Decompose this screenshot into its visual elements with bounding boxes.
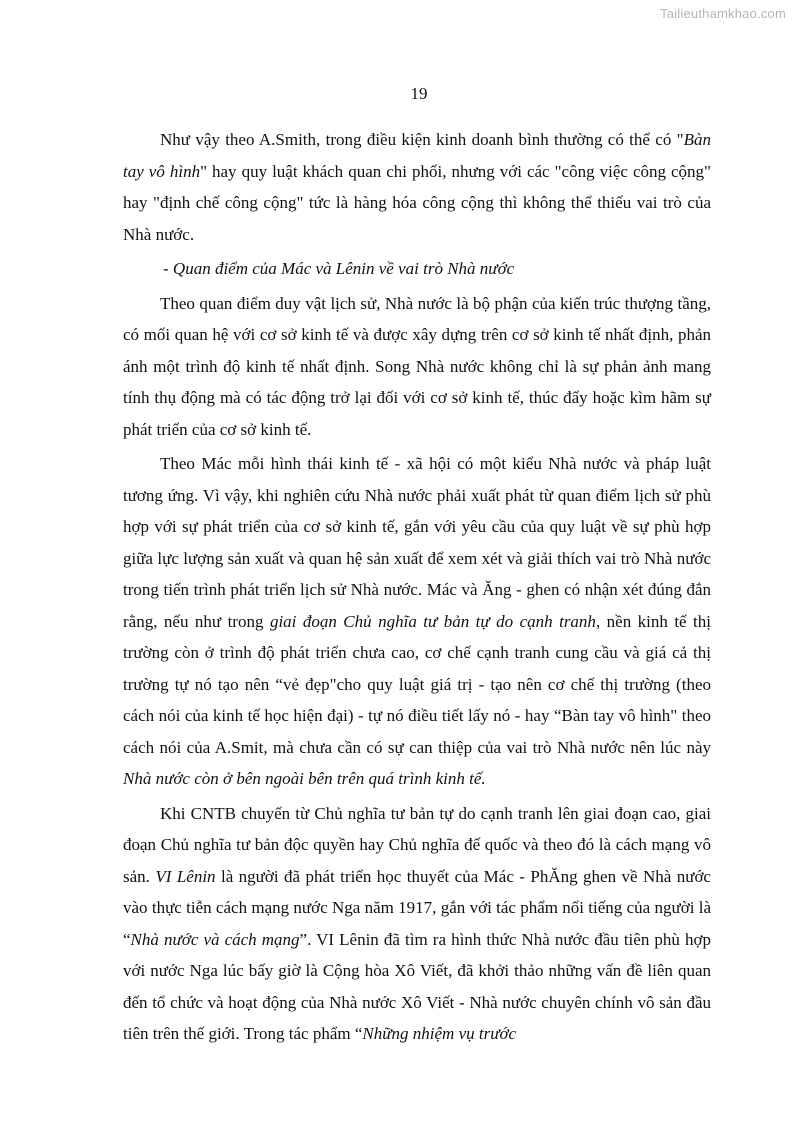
paragraph-1 [123, 124, 711, 250]
text-segment: ”. VI Lênin đã tìm ra hình thức Nhà nước đầu tiên phù hợp với nước Nga lúc bấy giờ là Cộng hòa Xô Viết, đã khởi thảo những vấn đề liên quan đến tổ chức và hoạt động của Nhà nước Xô Viết - Nhà nước chuyên chính vô sản đầu tiên trên thế giới. Trong tác phẩm “ [123, 929, 711, 1043]
text-segment-italic: Bàn tay vô hình [123, 130, 711, 181]
text-segment-italic: Những nhiệm vụ trước [362, 1024, 517, 1043]
subheading-text: - Quan điểm của Mác và Lênin về vai trò Nhà nước [163, 259, 515, 278]
section-subheading [123, 253, 711, 285]
paragraph-4 [123, 798, 711, 1050]
text-segment: Khi CNTB chuyển từ Chủ nghĩa tư bản tự do cạnh tranh lên giai đoạn cao, giai đoạn Chủ nghĩa tư bản độc quyền hay Chủ nghĩa đế quốc và theo đó là cách mạng vô sản. [123, 803, 711, 886]
text-segment: , nền kinh tế thị trường còn ở trình độ phát triển chưa cao, cơ chế cạnh tranh cung cầu và giá cả thị trường tự nó tạo nên “vẻ đẹp"cho quy luật giá trị - tạo nên cơ chế thị trường (theo cách nói của kinh tế học hiện đại) - tự nó điều tiết lấy nó - hay “Bàn tay vô hình" theo cách nói của A.Smit, mà chưa cần có sự can thiệp của vai trò Nhà nước nên lúc này [123, 611, 711, 757]
watermark: Tailieuthamkhao.com [660, 6, 786, 21]
document-body [123, 124, 711, 1050]
text-segment-italic: Nhà nước còn ở bên ngoài bên trên quá trình kinh tế. [123, 769, 486, 788]
text-segment: Như vậy theo A.Smith, trong điều kiện kinh doanh bình thường có thể có " [160, 130, 684, 149]
text-segment-italic: Nhà nước và cách mạng [130, 929, 300, 949]
text-segment-italic: giai đoạn Chủ nghĩa tư bản tự do cạnh tranh [269, 611, 596, 631]
paragraph-2 [123, 288, 711, 446]
text-segment: Theo Mác mỗi hình thái kinh tế - xã hội có một kiểu Nhà nước và pháp luật tương ứng. Vì vậy, khi nghiên cứu Nhà nước phải xuất phát từ quan điểm lịch sử phù hợp với sự phát triển của cơ sở kinh tế, gắn với yêu cầu của quy luật về sự phù hợp giữa lực lượng sản xuất và quan hệ sản xuất để xem xét và giải thích vai trò Nhà nước trong tiến trình phát triển lịch sử Nhà nước. Mác và Ăng - ghen có nhận xét đúng đắn rằng, nếu như trong [123, 454, 711, 631]
text-segment: là người đã phát triển học thuyết của Mác - PhĂng ghen về Nhà nước vào thực tiễn cách mạng nước Nga năm 1917, gắn với tác phẩm nổi tiếng của người là “ [123, 866, 711, 949]
text-segment: Theo quan điểm duy vật lịch sử, Nhà nước là bộ phận của kiến trúc thượng tầng, có mối quan hệ với cơ sở kinh tế và được xây dựng trên cơ sở kinh tế nhất định, phản ánh một trình độ kinh tế nhất định. Song Nhà nước không chỉ là sự phản ảnh mang tính thụ động mà có tác động trở lại đối với cơ sở kinh tế, thúc đẩy hoặc kìm hãm sự phát triển của cơ sở kinh tế. [123, 293, 711, 439]
page-number: 19 [410, 84, 428, 103]
text-segment-italic: VI Lênin [155, 866, 216, 886]
text-segment: " hay quy luật khách quan chi phối, nhưng với các "công việc công cộng" hay "định chế công cộng" tức là hàng hóa công cộng thì không thể thiếu vai trò của Nhà nước. [123, 161, 711, 244]
paragraph-3 [123, 448, 711, 795]
